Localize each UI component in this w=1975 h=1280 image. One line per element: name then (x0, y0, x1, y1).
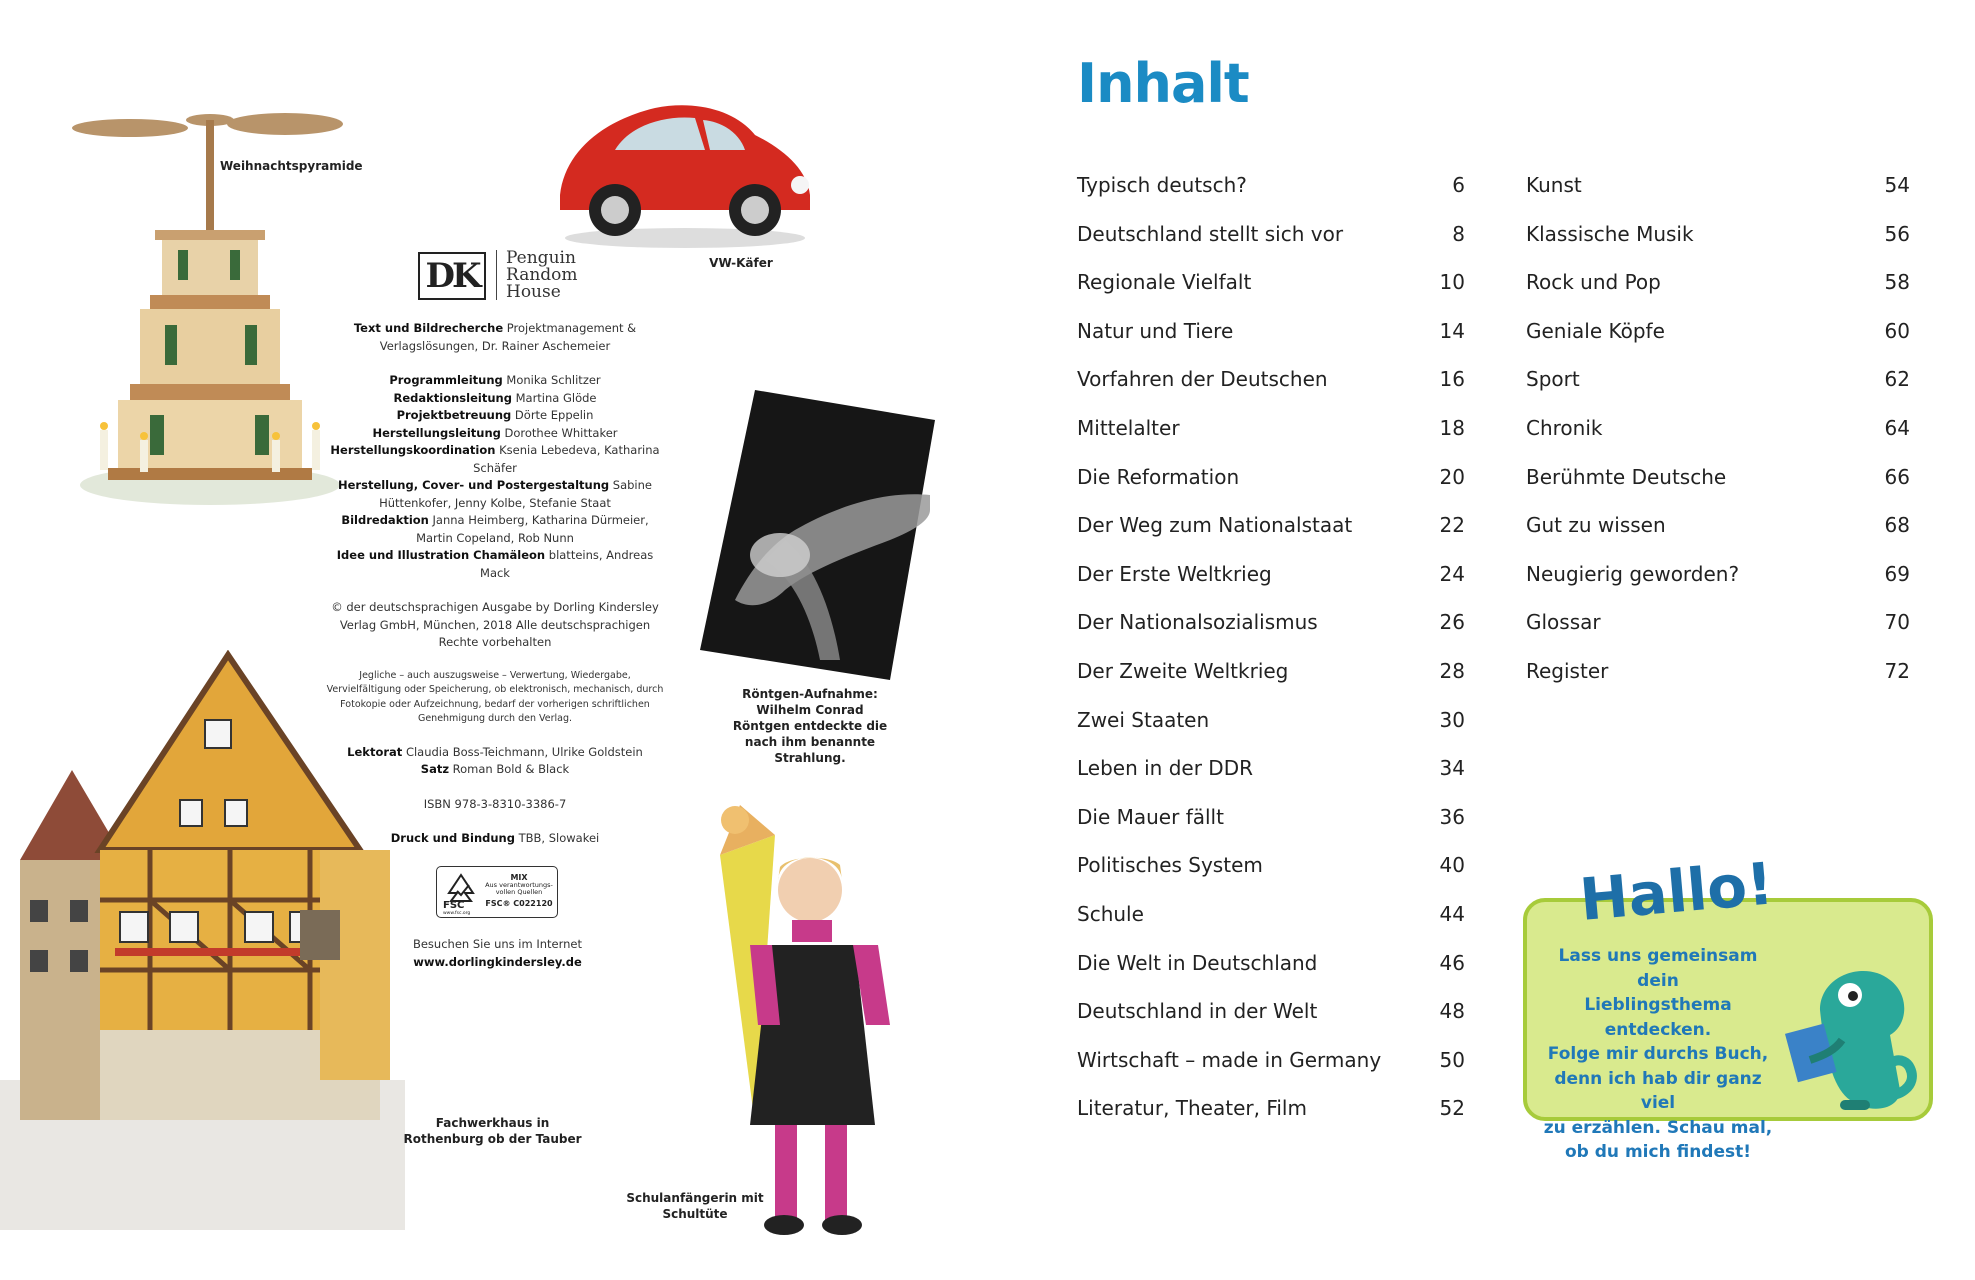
credit-line: Herstellungskoordination Ksenia Lebedeva, Katharina Schäfer (330, 443, 660, 475)
lektorat-satz: Lektorat Claudia Boss-Teichmann, Ulrike Goldstein Satz Roman Bold & Black (347, 744, 643, 776)
toc-entry-page: 66 (1884, 464, 1910, 489)
toc-entry[interactable] (1077, 311, 1465, 360)
penguin-random-house-wordmark: Penguin Random House (506, 248, 578, 302)
credit-line: Redaktionsleitung Martina Glöde (393, 390, 597, 405)
toc-entry-page: 44 (1439, 901, 1465, 926)
toc-entry-title: Zwei Staaten (1077, 707, 1210, 732)
toc-entry-title: Neugierig geworden? (1526, 561, 1740, 586)
toc-entry-title: Politisches System (1077, 853, 1263, 878)
toc-entry-title: Typisch deutsch? (1077, 173, 1247, 197)
toc-entry-page: 36 (1439, 804, 1465, 829)
credit-line: Programmleitung Monika Schlitzer (389, 373, 601, 387)
toc-entry[interactable] (1526, 457, 1910, 506)
toc-entry[interactable] (1526, 651, 1910, 700)
toc-entry-page: 14 (1439, 318, 1465, 343)
copyright-notice: © der deutschsprachigen Ausgabe by Dorling Kindersley Verlag GmbH, München, 2018 Alle deutschsprachigen Rechte vorbehalten (331, 600, 659, 649)
toc-entry-page: 10 (1439, 270, 1465, 295)
toc-entry-title: Vorfahren der Deutschen (1077, 367, 1328, 392)
toc-entry[interactable] (1077, 262, 1465, 311)
toc-entry-page: 68 (1884, 513, 1910, 538)
toc-entry-page: 52 (1439, 1096, 1465, 1121)
toc-entry-title: Wirtschaft – made in Germany (1077, 1047, 1382, 1072)
toc-entry-title: Mittelalter (1077, 415, 1180, 440)
toc-entry-page: 72 (1884, 658, 1910, 683)
toc-entry-page: 46 (1439, 950, 1465, 975)
toc-entry[interactable] (1077, 894, 1465, 943)
toc-entry[interactable] (1526, 505, 1910, 554)
toc-entry[interactable] (1526, 214, 1910, 263)
house-caption: Fachwerkhaus in Rothenburg ob der Tauber (403, 1116, 582, 1146)
toc-entry-page: 56 (1884, 221, 1910, 246)
toc-entry[interactable] (1077, 748, 1465, 797)
toc-entry-page: 16 (1439, 367, 1465, 392)
toc-entry-page: 62 (1884, 367, 1910, 392)
toc-title: Inhalt (1077, 52, 1249, 115)
toc-entry-title: Die Mauer fällt (1077, 804, 1224, 829)
toc-entry-title: Register (1526, 658, 1609, 683)
girl-caption: Schulanfängerin mit Schultüte (626, 1191, 764, 1221)
isbn: ISBN 978-3-8310-3386-7 (423, 796, 567, 811)
print-credit: Druck und Bindung TBB, Slowakei (390, 831, 600, 845)
chameleon-reading-icon (1780, 950, 1925, 1120)
toc-entry[interactable] (1077, 700, 1465, 749)
fsc-text: MIX Aus verantwortungs-vollen Quellen FSC® C022120 (485, 873, 553, 908)
toc-entry-page: 18 (1439, 415, 1465, 440)
half-timbered-house-image (0, 650, 405, 1230)
credit-line: Idee und Illustration Chamäleon blatteins, Andreas Mack (336, 548, 654, 580)
credit-line: Bildredaktion Janna Heimberg, Katharina Dürmeier, Martin Copeland, Rob Nunn (341, 513, 649, 545)
toc-left-column (1077, 165, 1465, 1137)
fsc-brand: FSC (443, 900, 465, 911)
research-credit: Text und Bildrecherche Projektmanagement & Verlagslösungen, Dr. Rainer Aschemeier (353, 321, 637, 353)
pyramid-caption: Weihnachtspyramide (220, 159, 363, 173)
toc-entry-page: 60 (1884, 318, 1910, 343)
toc-entry-page: 70 (1884, 610, 1910, 635)
dk-penguin-logo (418, 250, 608, 302)
credit-line: Projektbetreuung Dörte Eppelin (396, 408, 594, 422)
beetle-caption: VW-Käfer (709, 256, 773, 270)
toc-entry[interactable] (1526, 165, 1910, 214)
toc-entry[interactable] (1077, 1040, 1465, 1089)
visit-text: Besuchen Sie uns im Internet (412, 937, 583, 951)
toc-entry[interactable] (1077, 943, 1465, 992)
toc-entry[interactable] (1077, 457, 1465, 506)
toc-entry-page: 6 (1452, 173, 1465, 197)
toc-entry-title: Deutschland in der Welt (1077, 999, 1318, 1024)
toc-entry-title: Sport (1526, 367, 1580, 392)
toc-entry[interactable] (1526, 408, 1910, 457)
toc-entry-page: 54 (1884, 173, 1910, 197)
xray-image (700, 390, 940, 685)
toc-entry-title: Geniale Köpfe (1526, 318, 1665, 343)
toc-entry-page: 22 (1439, 513, 1465, 538)
toc-entry-page: 30 (1439, 707, 1465, 732)
toc-entry-title: Glossar (1526, 610, 1601, 635)
toc-entry-title: Deutschland stellt sich vor (1077, 221, 1344, 246)
toc-entry-title: Der Erste Weltkrieg (1077, 561, 1272, 586)
toc-entry-page: 28 (1439, 658, 1465, 683)
toc-entry-title: Klassische Musik (1526, 221, 1694, 246)
toc-entry-title: Die Reformation (1077, 464, 1240, 489)
fsc-site: www.fsc.org (443, 911, 471, 916)
toc-entry-title: Natur und Tiere (1077, 318, 1234, 343)
toc-entry[interactable] (1526, 602, 1910, 651)
toc-entry-page: 64 (1884, 415, 1910, 440)
toc-entry-title: Gut zu wissen (1526, 513, 1666, 538)
hallo-title: Hallo! (1577, 849, 1777, 934)
toc-entry-title: Rock und Pop (1526, 270, 1661, 295)
credit-line: Herstellungsleitung Dorothee Whittaker (372, 425, 618, 440)
staff-credits (325, 372, 665, 582)
toc-entry-page: 24 (1439, 561, 1465, 586)
vw-beetle-image (545, 90, 820, 250)
toc-entry[interactable] (1077, 214, 1465, 263)
toc-entry[interactable] (1077, 505, 1465, 554)
toc-entry[interactable] (1077, 602, 1465, 651)
toc-entry-title: Schule (1077, 901, 1144, 926)
credit-line: Herstellung, Cover- und Postergestaltung Sabine Hüttenkofer, Jenny Kolbe, Stefanie Staat (338, 478, 652, 510)
toc-entry[interactable] (1526, 311, 1910, 360)
toc-entry[interactable] (1077, 554, 1465, 603)
toc-entry-page: 50 (1439, 1047, 1465, 1072)
toc-entry-page: 40 (1439, 853, 1465, 878)
toc-entry-title: Literatur, Theater, Film (1077, 1096, 1307, 1121)
toc-entry-title: Regionale Vielfalt (1077, 270, 1252, 295)
toc-entry[interactable] (1526, 262, 1910, 311)
hallo-message: Lass uns gemeinsam dein Lieblingsthema entdecken. Folge mir durchs Buch, denn ich hab dir ganz viel zu erzählen. Schau mal, ob du mich findest! (1543, 946, 1773, 1162)
toc-entry-title: Der Weg zum Nationalstaat (1077, 513, 1353, 538)
toc-entry-page: 26 (1439, 610, 1465, 635)
toc-entry[interactable] (1077, 359, 1465, 408)
toc-entry[interactable] (1077, 165, 1465, 214)
website-link[interactable]: www.dorlingkindersley.de (413, 955, 582, 969)
toc-entry-title: Die Welt in Deutschland (1077, 950, 1318, 975)
toc-entry-title: Kunst (1526, 173, 1582, 197)
logo-divider (496, 250, 497, 300)
toc-entry[interactable] (1077, 408, 1465, 457)
toc-entry[interactable] (1077, 651, 1465, 700)
toc-right-column (1526, 165, 1910, 700)
toc-entry[interactable] (1077, 797, 1465, 846)
toc-entry-title: Berühmte Deutsche (1526, 464, 1727, 489)
dk-mark: DK (418, 252, 486, 300)
toc-entry-title: Der Nationalsozialismus (1077, 610, 1318, 635)
toc-entry-title: Der Zweite Weltkrieg (1077, 658, 1289, 683)
toc-entry[interactable] (1077, 1088, 1465, 1137)
fsc-badge (436, 866, 558, 918)
toc-entry[interactable] (1077, 845, 1465, 894)
toc-entry[interactable] (1526, 359, 1910, 408)
toc-entry-page: 58 (1884, 270, 1910, 295)
toc-entry-page: 8 (1452, 221, 1465, 246)
toc-entry-title: Leben in der DDR (1077, 756, 1253, 781)
schoolgirl-image (680, 795, 925, 1255)
toc-entry[interactable] (1526, 554, 1910, 603)
toc-entry-page: 69 (1884, 561, 1910, 586)
legal-notice: Jegliche – auch auszugsweise – Verwertung, Wiedergabe, Vervielfältigung oder Speicherung, ob elektronisch, mechanisch, durch Fotokopie oder Aufzeichnung, bedarf der vorherigen schriftlichen Genehmigung durch den Verlag. (326, 669, 664, 724)
toc-entry-page: 20 (1439, 464, 1465, 489)
xray-caption: Röntgen-Aufnahme: Wilhelm Conrad Röntgen entdeckte die nach ihm benannte Strahlung. (732, 687, 888, 765)
toc-entry-page: 48 (1439, 999, 1465, 1024)
toc-entry-page: 34 (1439, 756, 1465, 781)
toc-entry-title: Chronik (1526, 415, 1603, 440)
toc-entry[interactable] (1077, 991, 1465, 1040)
